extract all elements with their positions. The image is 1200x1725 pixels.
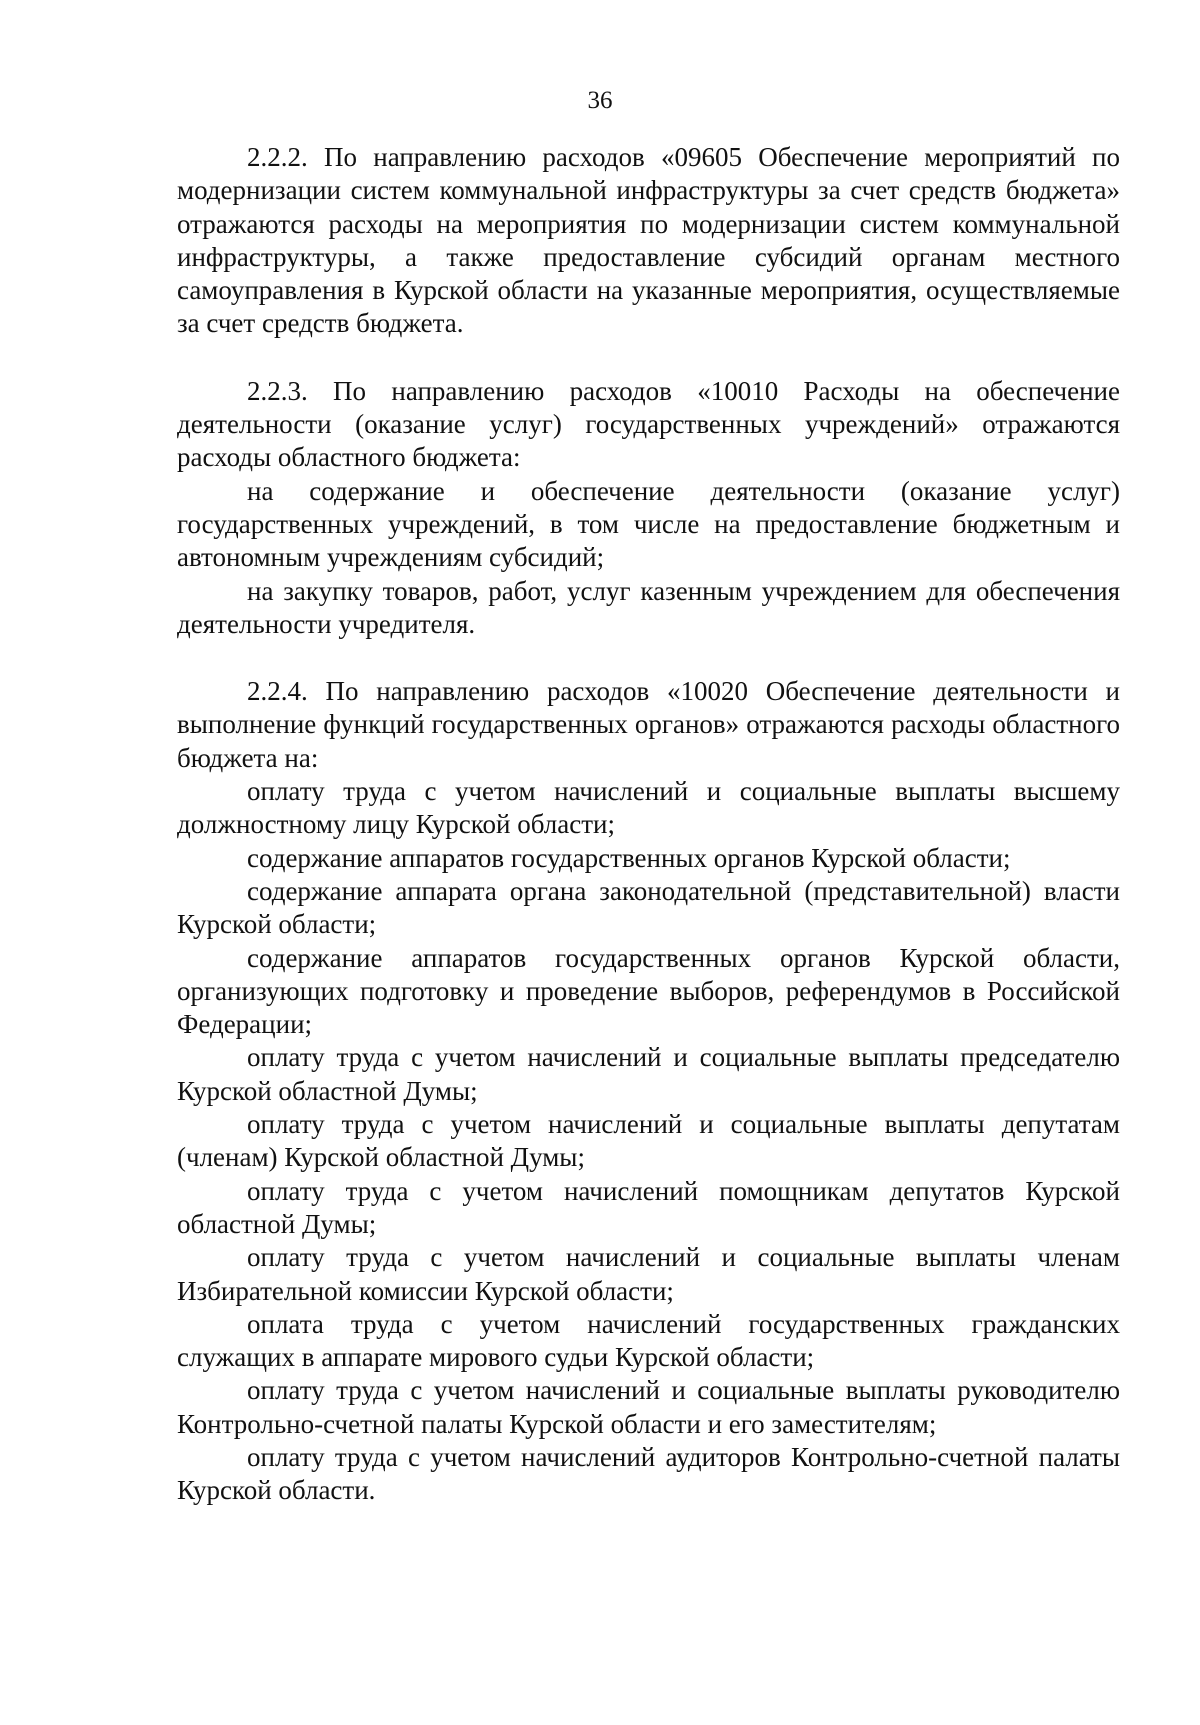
paragraph: на содержание и обеспечение деятельности (оказание услуг) государственных учреждений, в том числе на предоставление бюджетным и автономным учреждениям субсидий; [177, 475, 1120, 573]
page-number: 36 [587, 87, 613, 114]
paragraph: 2.2.3. По направлению расходов «10010 Расходы на обеспечение деятельности (оказание услуг) государственных учреждений» отражаются расходы областного бюджета: [177, 375, 1120, 473]
paragraph: оплату труда с учетом начислений и социальные выплаты членам Избирательной комиссии Курской области; [177, 1242, 1120, 1306]
paragraph: 2.2.2. По направлению расходов «09605 Обеспечение мероприятий по модернизации систем коммунальной инфраструктуры за счет средств бюджета» отражаются расходы на мероприятия по модернизации систем коммунальной инфраструктуры, а также предоставление субсидий органам местного самоуправления в Курской области на указанные мероприятия, осуществляемые за счет средств бюджета. [177, 142, 1120, 339]
paragraph: оплату труда с учетом начислений и социальные выплаты председателю Курской областной Думы; [177, 1042, 1120, 1106]
paragraph: 2.2.4. По направлению расходов «10020 Обеспечение деятельности и выполнение функций государственных органов» отражаются расходы областного бюджета на: [177, 676, 1120, 773]
paragraph: содержание аппаратов государственных органов Курской области, организующих подготовку и проведение выборов, референдумов в Российской Федерации; [177, 942, 1120, 1040]
paragraph: оплату труда с учетом начислений помощникам депутатов Курской областной Думы; [177, 1175, 1120, 1239]
paragraph: оплату труда с учетом начислений и социальные выплаты депутатам (членам) Курской областной Думы; [177, 1109, 1120, 1173]
paragraph: оплату труда с учетом начислений и социальные выплаты высшему должностному лицу Курской области; [177, 776, 1120, 840]
paragraph: на закупку товаров, работ, услуг казенным учреждением для обеспечения деятельности учредителя. [177, 575, 1120, 639]
paragraph: содержание аппарата органа законодательной (представительной) власти Курской области; [177, 875, 1120, 940]
section-2-2-2 [177, 141, 1120, 341]
paragraph: оплата труда с учетом начислений государственных гражданских служащих в аппарате мирового судьи Курской области; [177, 1308, 1120, 1373]
paragraph: оплату труда с учетом начислений аудиторов Контрольно-счетной палаты Курской области. [177, 1441, 1120, 1506]
section-2-2-3 [177, 375, 1120, 641]
paragraph: оплату труда с учетом начислений и социальные выплаты руководителю Контрольно-счетной палаты Курской области и его заместителям; [177, 1375, 1120, 1439]
document-body [177, 141, 1120, 1542]
section-2-2-4 [177, 675, 1120, 1507]
paragraph: содержание аппаратов государственных органов Курской области; [247, 842, 1011, 873]
